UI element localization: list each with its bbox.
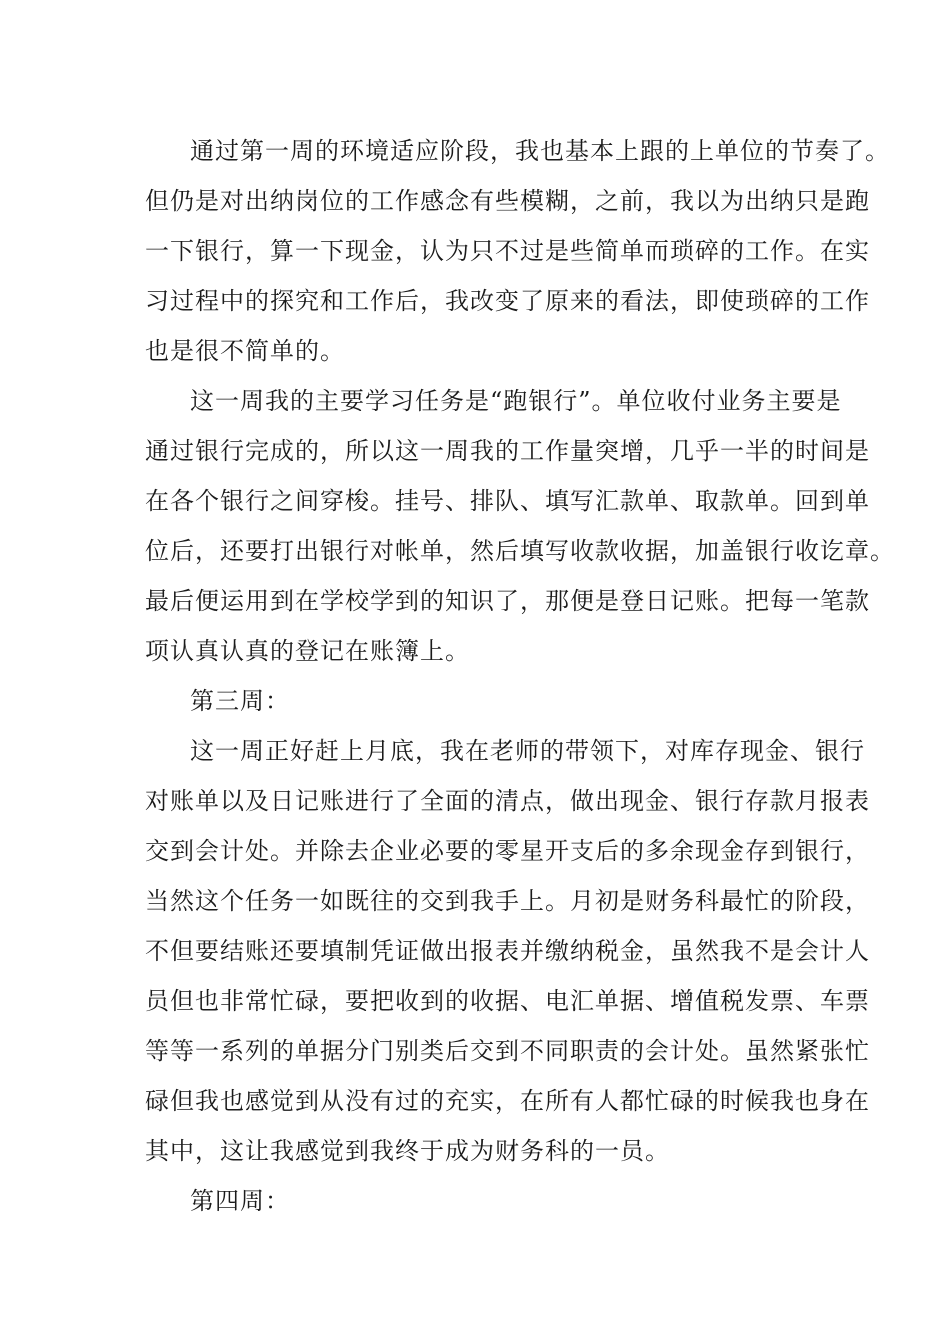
paragraph-week3-line-7: 等等一系列的单据分门别类后交到不同职责的会计处。虽然紧张忙 <box>145 1037 870 1065</box>
heading-week3: 第三周： <box>190 687 290 715</box>
paragraph-week3-line-3: 交到会计处。并除去企业必要的零星开支后的多余现金存到银行， <box>145 837 870 865</box>
paragraph-week3-line-9: 其中，这让我感觉到我终于成为财务科的一员。 <box>145 1137 670 1165</box>
paragraph-bank-line-4: 位后，还要打出银行对帐单，然后填写收款收据，加盖银行收讫章。 <box>145 537 895 565</box>
paragraph-week2-line-5: 也是很不简单的。 <box>145 337 345 365</box>
paragraph-week3-line-6: 员但也非常忙碌，要把收到的收据、电汇单据、增值税发票、车票 <box>145 987 870 1015</box>
paragraph-week3-line-5: 不但要结账还要填制凭证做出报表并缴纳税金，虽然我不是会计人 <box>145 937 870 965</box>
heading-week4: 第四周： <box>190 1187 290 1215</box>
paragraph-week3-line-2: 对账单以及日记账进行了全面的清点，做出现金、银行存款月报表 <box>145 787 870 815</box>
paragraph-bank-line-5: 最后便运用到在学校学到的知识了，那便是登日记账。把每一笔款 <box>145 587 870 615</box>
paragraph-week3-line-8: 碌但我也感觉到从没有过的充实，在所有人都忙碌的时候我也身在 <box>145 1087 870 1115</box>
paragraph-bank-line-3: 在各个银行之间穿梭。挂号、排队、填写汇款单、取款单。回到单 <box>145 487 870 515</box>
paragraph-week2-line-2: 但仍是对出纳岗位的工作感念有些模糊，之前，我以为出纳只是跑 <box>145 187 870 215</box>
paragraph-week2-line-1: 通过第一周的环境适应阶段，我也基本上跟的上单位的节奏了。 <box>190 137 890 165</box>
paragraph-bank-line-2: 通过银行完成的，所以这一周我的工作量突增，几乎一半的时间是 <box>145 437 870 465</box>
paragraph-week3-line-4: 当然这个任务一如既往的交到我手上。月初是财务科最忙的阶段， <box>145 887 870 915</box>
paragraph-week3-line-1: 这一周正好赶上月底，我在老师的带领下，对库存现金、银行 <box>190 737 865 765</box>
paragraph-week2-line-4: 习过程中的探究和工作后，我改变了原来的看法，即使琐碎的工作 <box>145 287 870 315</box>
paragraph-bank-line-1: 这一周我的主要学习任务是“跑银行”。单位收付业务主要是 <box>190 387 842 415</box>
paragraph-bank-line-6: 项认真认真的登记在账簿上。 <box>145 637 470 665</box>
paragraph-week2-line-3: 一下银行，算一下现金，认为只不过是些简单而琐碎的工作。在实 <box>145 237 870 265</box>
